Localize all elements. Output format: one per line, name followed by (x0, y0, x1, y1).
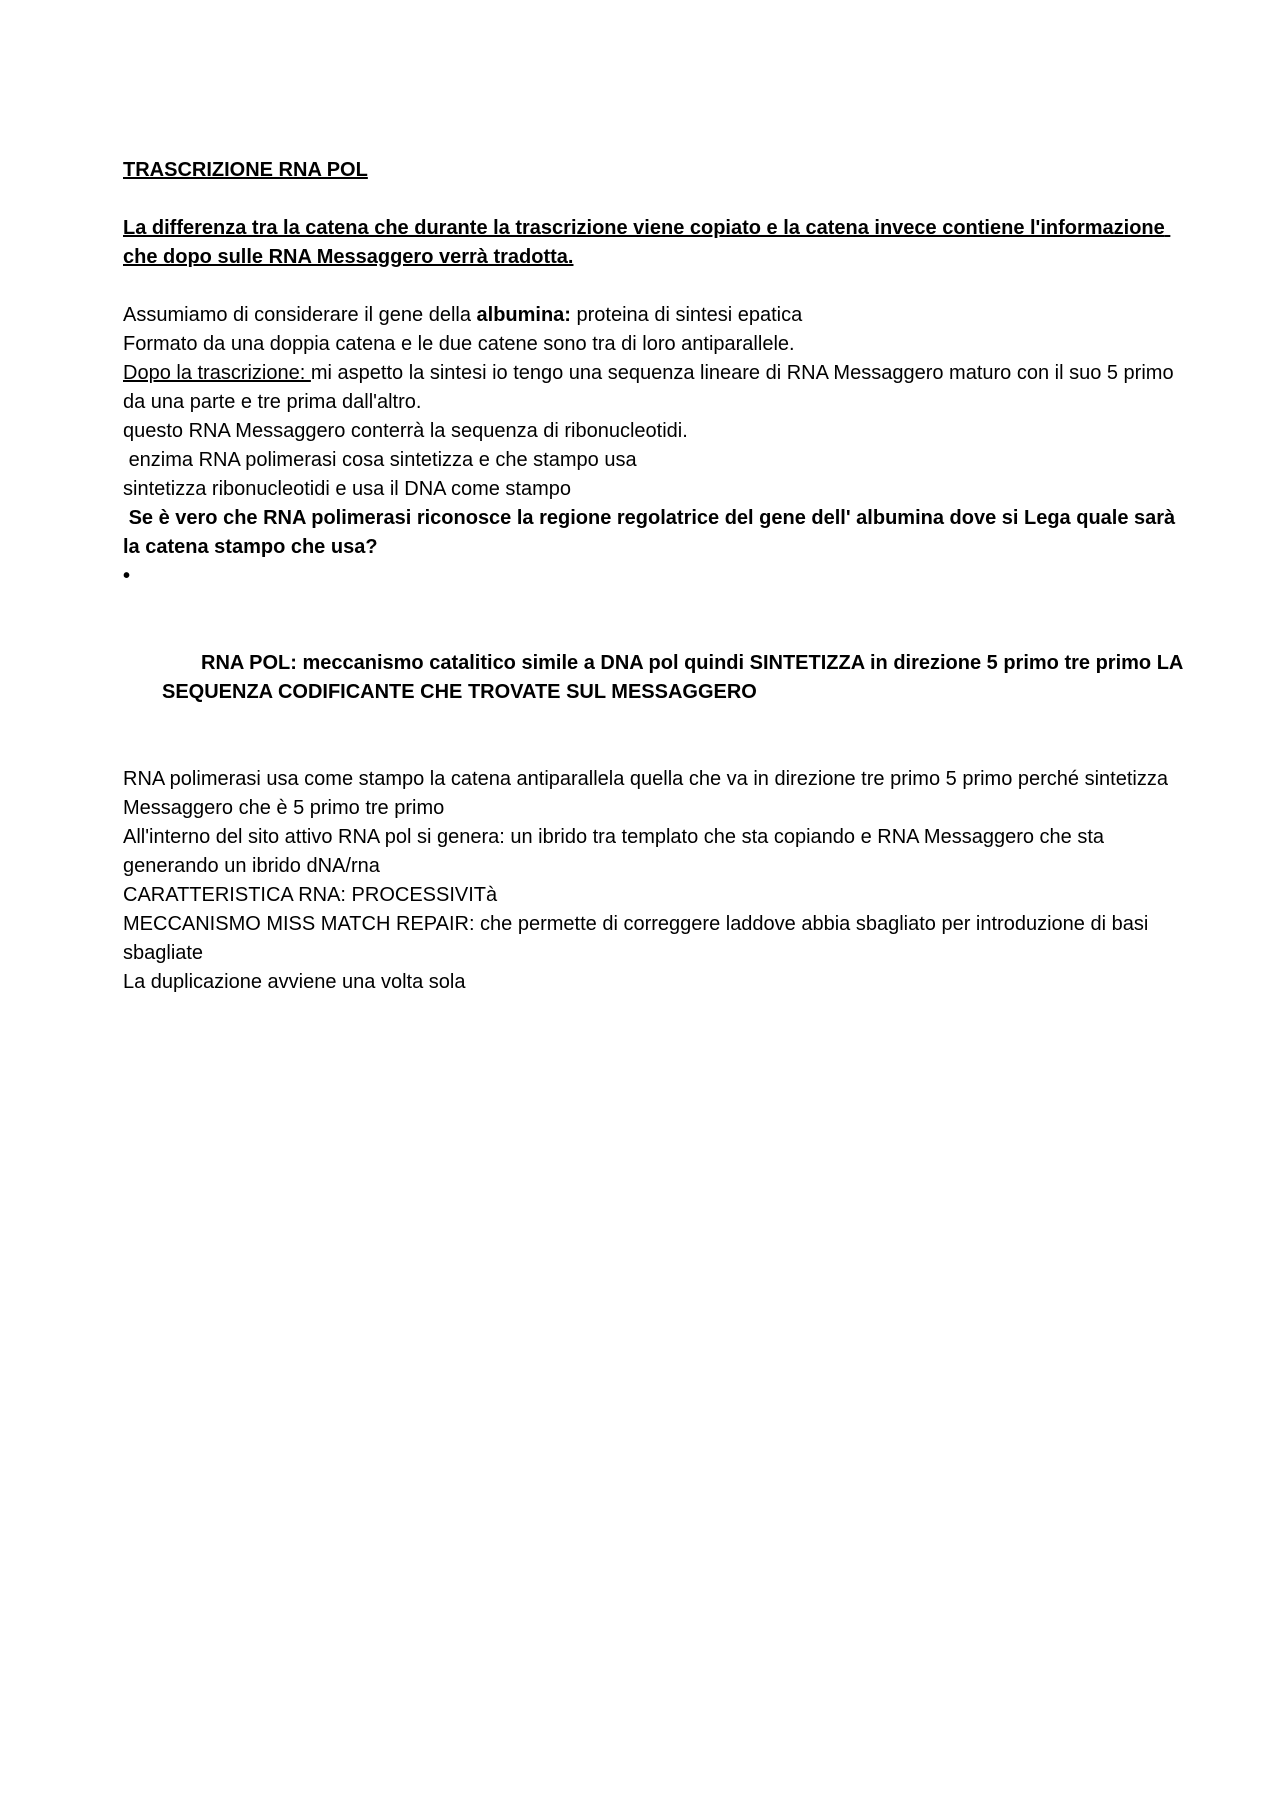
bullet-text: RNA POL: meccanismo catalitico simile a DNA pol quindi SINTETIZZA in direzione 5 primo tre primo LA SEQUENZA CODIFICANTE CHE TROVATE SUL MESSAGGERO (162, 652, 1189, 703)
spacer (123, 185, 1183, 214)
paragraph-albumina-pre: Assumiamo di considerare il gene della (123, 304, 477, 326)
bullet-item (123, 562, 1189, 765)
paragraph-double-strand: Formato da una doppia catena e le due catene sono tra di loro antiparallele. (123, 333, 795, 355)
paragraph-after-transcription (123, 359, 1183, 417)
document-body (123, 156, 1189, 997)
paragraph-template-question: Se è vero che RNA polimerasi riconosce la regione regolatrice del gene dell' albumina dove si Lega quale sarà la catena stampo che usa? (123, 507, 1181, 558)
paragraph-albumina (123, 301, 1183, 330)
paragraph-enzyme-question: enzima RNA polimerasi cosa sintetizza e che stampo usa (123, 449, 637, 471)
albumina-keyword: albumina: (476, 304, 571, 326)
document-subtitle: La differenza tra la catena che durante la trascrizione viene copiato e la catena invece contiene l'informazione che dopo sulle RNA Messaggero verrà tradotta. (123, 217, 1171, 268)
paragraph-template-strand: RNA polimerasi usa come stampo la catena antiparallela quella che va in direzione tre primo 5 primo perché sintetizza Messaggero che è 5 primo tre primo (123, 768, 1174, 819)
paragraph-active-site: All'interno del sito attivo RNA pol si genera: un ibrido tra templato che sta copiando e RNA Messaggero che sta generando un ibrido dNA/rna (123, 826, 1110, 877)
bullet-icon: • (123, 565, 131, 587)
paragraph-enzyme-answer: sintetizza ribonucleotidi e usa il DNA come stampo (123, 478, 571, 500)
spacer (123, 272, 1183, 301)
after-transcription-label: Dopo la trascrizione: (123, 362, 311, 384)
paragraph-albumina-post: proteina di sintesi epatica (570, 304, 803, 326)
paragraph-duplication: La duplicazione avviene una volta sola (123, 971, 466, 993)
paragraph-ribonucleotides: questo RNA Messaggero conterrà la sequenza di ribonucleotidi. (123, 420, 688, 442)
paragraph-processivity: CARATTERISTICA RNA: PROCESSIVITà (123, 884, 498, 906)
after-transcription-text: mi aspetto la sintesi io tengo una sequenza lineare di RNA Messaggero maturo con il suo 5 primo da una parte e tre prima dall'altro. (123, 362, 1180, 413)
document-title: TRASCRIZIONE RNA POL (123, 159, 368, 181)
paragraph-mismatch-repair: MECCANISMO MISS MATCH REPAIR: che permette di correggere laddove abbia sbagliato per introduzione di basi sbagliate (123, 913, 1154, 964)
